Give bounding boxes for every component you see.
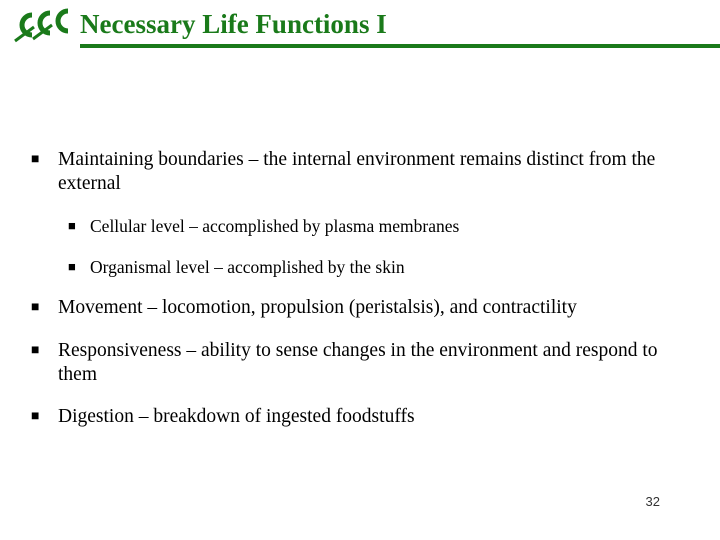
- bullet-item: [31, 405, 658, 429]
- slide-title: Necessary Life Functions I: [80, 9, 387, 39]
- square-bullet-icon: ■: [31, 409, 40, 424]
- square-bullet-icon: ■: [31, 300, 40, 315]
- ecc-logo-icon: [12, 5, 74, 47]
- square-bullet-icon: ■: [68, 218, 76, 233]
- bullet-text: Maintaining boundaries – the internal environment remains distinct from the external: [58, 149, 656, 194]
- sub-bullet-item: [68, 256, 650, 278]
- bullet-text: Digestion – breakdown of ingested foodstuffs: [58, 406, 415, 427]
- bullet-item: [31, 339, 658, 387]
- sub-bullet-text: Organismal level – accomplished by the skin: [90, 257, 405, 277]
- page-number: 32: [645, 494, 660, 509]
- bullet-item: [31, 148, 658, 196]
- bullet-text: Movement – locomotion, propulsion (peristalsis), and contractility: [58, 297, 577, 318]
- bullet-text: Responsiveness – ability to sense changes in the environment and respond to them: [58, 340, 658, 385]
- sub-bullet-item: [68, 215, 650, 237]
- square-bullet-icon: ■: [31, 343, 40, 358]
- square-bullet-icon: ■: [68, 259, 76, 274]
- bullet-item: [31, 296, 678, 320]
- title-divider: [80, 44, 720, 48]
- square-bullet-icon: ■: [31, 152, 40, 167]
- sub-bullet-text: Cellular level – accomplished by plasma membranes: [90, 216, 460, 236]
